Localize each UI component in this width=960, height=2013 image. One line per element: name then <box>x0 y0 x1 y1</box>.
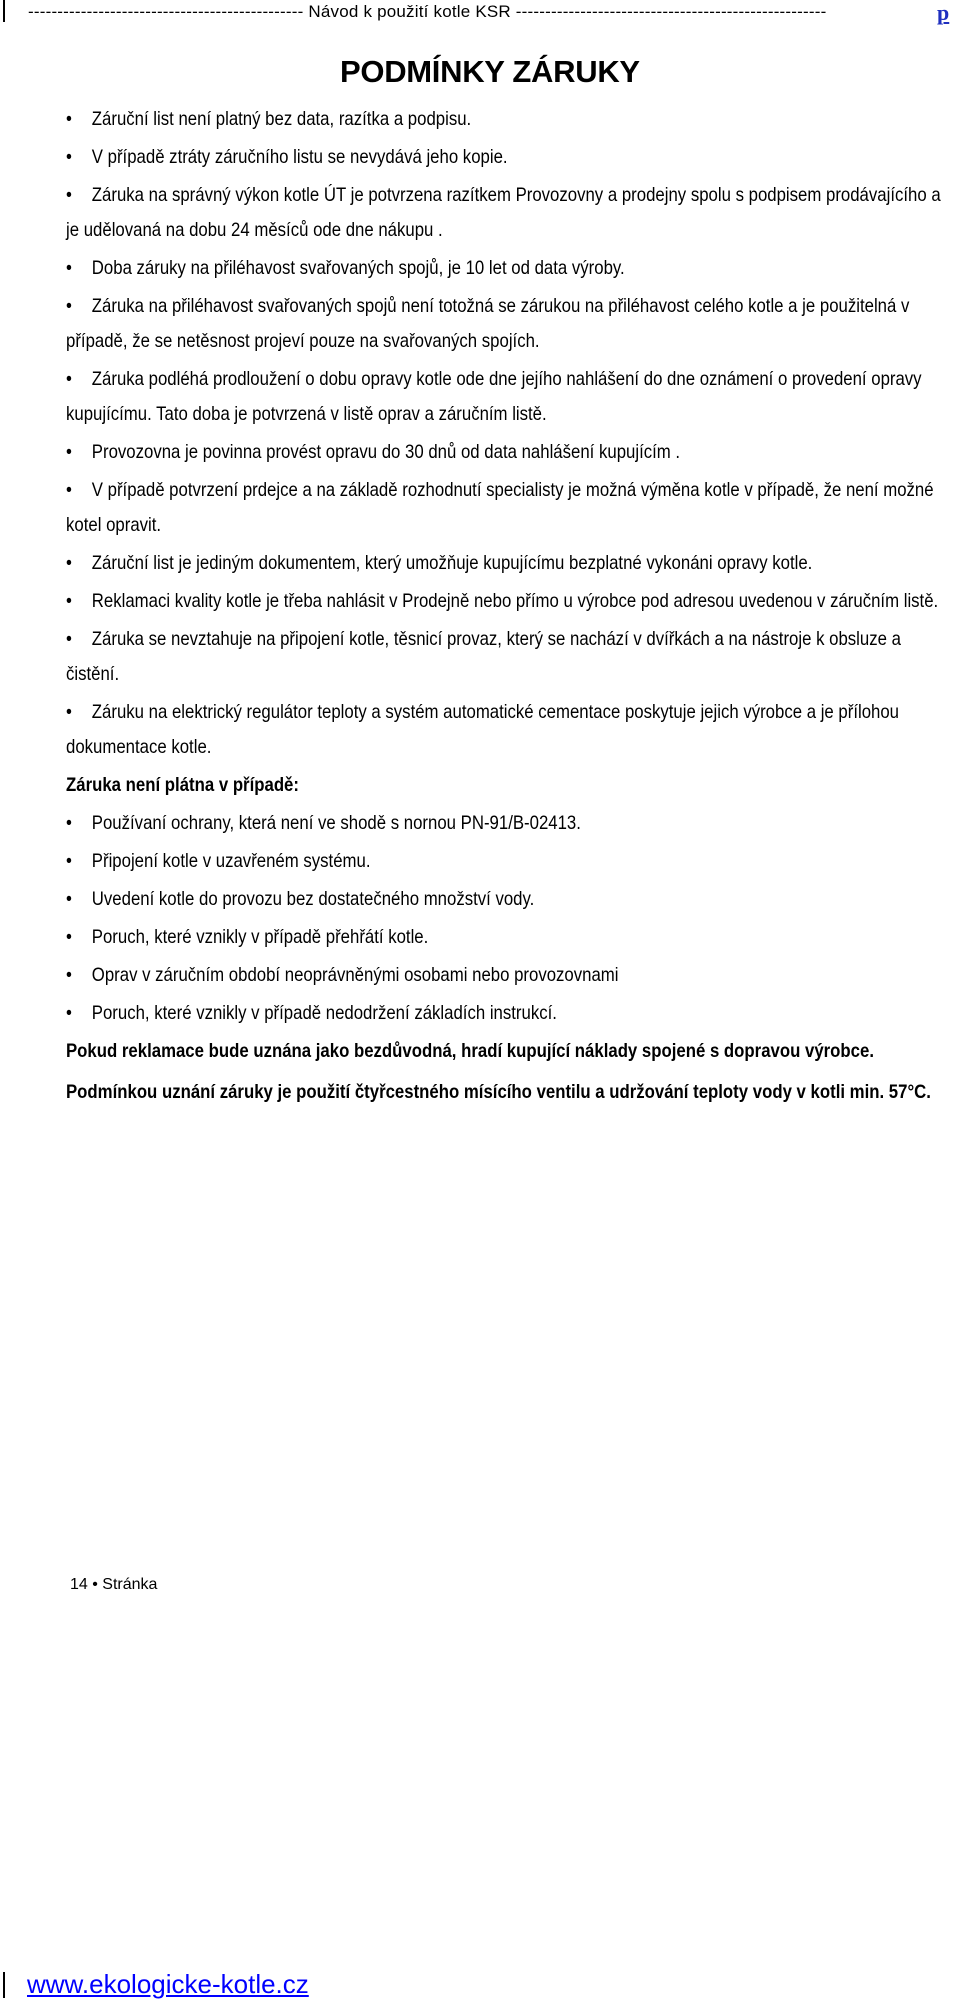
bullet-icon: • <box>66 926 72 948</box>
header-text: ----------------------------------------------- Návod k použití kotle KSR ----------------------------------------------------- <box>28 2 827 21</box>
bullet-icon: • <box>66 850 72 872</box>
invalid-item <box>66 958 943 993</box>
invalid-item-text: Poruch, které vznikly v případě nedodržení základích instrukcí. <box>91 1002 557 1024</box>
document-text-block <box>66 102 943 1110</box>
page-header <box>0 0 960 28</box>
condition-item-text: Doba záruky na přiléhavost svařovaných spojů, je 10 let od data výroby. <box>91 257 625 279</box>
page-number: 14 • Stránka <box>70 1576 158 1593</box>
condition-item-text: Záruka se nevztahuje na připojení kotle, těsnicí provaz, který se nachází v dvířkách a na nástroje k obsluze a čistění. <box>66 628 901 685</box>
notes-block <box>66 1034 943 1110</box>
condition-item-text: Záruku na elektrický regulátor teploty a systém automatické cementace poskytuje jejich výrobce a je přílohou dokumentace kotle. <box>66 701 900 758</box>
condition-item-text: V případě ztráty záručního listu se nevydává jeho kopie. <box>91 146 508 168</box>
invalid-item-text: Uvedení kotle do provozu bez dostatečného množství vody. <box>91 888 535 910</box>
bullet-icon: • <box>66 552 72 574</box>
bullet-icon: • <box>66 701 72 723</box>
website-link[interactable]: www.ekologicke-kotle.cz <box>27 1969 309 1999</box>
condition-item <box>66 289 943 359</box>
condition-item <box>66 140 943 175</box>
bullet-icon: • <box>66 368 72 390</box>
condition-item <box>66 362 943 432</box>
invalid-warranty-list <box>66 806 943 1031</box>
condition-item-text: Záruka na správný výkon kotle ÚT je potvrzena razítkem Provozovny a prodejny spolu s podpisem prodávajícího a je udělovaná na dobu 24 měsíců ode dne nákupu . <box>66 184 941 241</box>
condition-item <box>66 546 943 581</box>
invalid-item <box>66 844 943 879</box>
condition-item-text: Záruční list je jediným dokumentem, který umožňuje kupujícímu bezplatné vykonáni opravy kotle. <box>91 552 813 574</box>
condition-item-text: Záruka podléhá prodloužení o dobu opravy kotle ode dne jejího nahlášení do dne oznámení o provedení opravy kupujícímu. Tato doba je potvrzená v listě oprav a záručním listě. <box>66 368 922 425</box>
condition-item-text: Záruční list není platný bez data, razítka a podpisu. <box>91 108 472 130</box>
bullet-icon: • <box>66 812 72 834</box>
bullet-icon: • <box>66 479 72 501</box>
invalid-warranty-heading: Záruka není plátna v případě: <box>66 774 299 796</box>
condition-item-text: Záruka na přiléhavost svařovaných spojů není totožná se zárukou na přiléhavost celého kotle a je použitelná v případě, že se netěsnost projeví pouze na svařovaných spojích. <box>66 295 910 352</box>
condition-item <box>66 102 943 137</box>
bullet-icon: • <box>66 964 72 986</box>
warranty-conditions-list <box>66 102 943 765</box>
invalid-item-text: Připojení kotle v uzavřeném systému. <box>91 850 371 872</box>
note-paragraph: Pokud reklamace bude uznána jako bezdůvodná, hradí kupující náklady spojené s dopravou výrobce. <box>66 1040 874 1062</box>
invalid-item <box>66 920 943 955</box>
header-margin-bar <box>3 0 5 22</box>
bullet-icon: • <box>66 888 72 910</box>
bullet-icon: • <box>66 295 72 317</box>
invalid-item-text: Oprav v záručním období neoprávněnými osobami nebo provozovnami <box>91 964 619 986</box>
page-title: PODMÍNKY ZÁRUKY <box>340 54 640 89</box>
invalid-item <box>66 882 943 917</box>
condition-item <box>66 251 943 286</box>
invalid-item-text: Používaní ochrany, která není ve shodě s nornou PN-91/B-02413. <box>91 812 581 834</box>
condition-item <box>66 178 943 248</box>
bullet-icon: • <box>66 108 72 130</box>
bullet-icon: • <box>66 590 72 612</box>
footer-margin-bar <box>3 1972 5 1998</box>
document-body <box>66 102 946 1116</box>
invalid-item <box>66 806 943 841</box>
condition-item <box>66 584 943 619</box>
condition-item-text: V případě potvrzení prdejce a na základě rozhodnutí specialisty je možná výměna kotle v případě, že není možné kotel opravit. <box>66 479 934 536</box>
bullet-icon: • <box>66 184 72 206</box>
bullet-icon: • <box>66 628 72 650</box>
header-page-letter[interactable]: p <box>937 0 950 25</box>
condition-item <box>66 622 943 692</box>
bullet-icon: • <box>66 257 72 279</box>
condition-item-text: Provozovna je povinna provést opravu do 30 dnů od data nahlášení kupujícím . <box>91 441 681 463</box>
bullet-icon: • <box>66 146 72 168</box>
bullet-icon: • <box>66 1002 72 1024</box>
invalid-item <box>66 996 943 1031</box>
condition-item-text: Reklamaci kvality kotle je třeba nahlásit v Prodejně nebo přímo u výrobce pod adresou uvedenou v záručním listě. <box>91 590 939 612</box>
condition-item <box>66 473 943 543</box>
note-paragraph: Podmínkou uznání záruky je použití čtyřcestného mísícího ventilu a udržování teploty vody v kotli min. 57°C. <box>66 1081 931 1103</box>
condition-item <box>66 435 943 470</box>
bullet-icon: • <box>66 441 72 463</box>
condition-item <box>66 695 943 765</box>
invalid-item-text: Poruch, které vznikly v případě přehřátí kotle. <box>91 926 429 948</box>
